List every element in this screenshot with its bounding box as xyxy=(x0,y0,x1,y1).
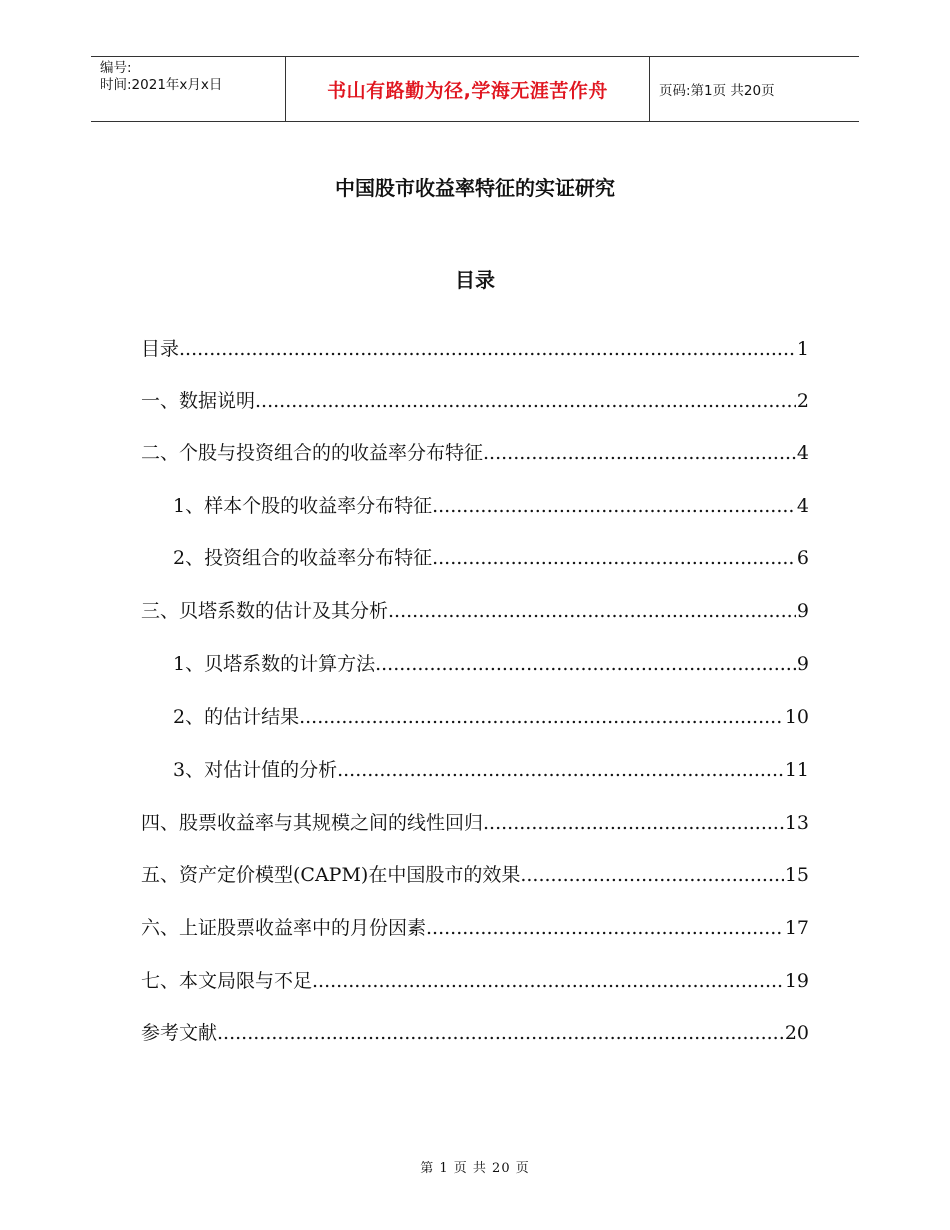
toc-leader xyxy=(375,652,796,676)
toc-entry-text: 二、个股与投资组合的的收益率分布特征 xyxy=(141,442,484,464)
toc-entry[interactable] xyxy=(141,811,809,835)
toc-entry-text: 1、贝塔系数的计算方法 xyxy=(173,653,376,675)
toc-entry-text: 六、上证股票收益率中的月份因素 xyxy=(141,917,427,939)
toc-entry[interactable] xyxy=(173,758,809,782)
toc-entry[interactable] xyxy=(141,599,809,623)
toc-leader xyxy=(426,916,784,940)
toc-entry-text: 1、样本个股的收益率分布特征 xyxy=(173,495,433,517)
toc-entry-page: 11 xyxy=(784,759,809,781)
header-time-label: 时间:2021年x月x日 xyxy=(100,77,223,93)
toc-entry[interactable] xyxy=(141,863,809,887)
toc-entry[interactable] xyxy=(141,389,809,413)
toc-entry-text: 3、对估计值的分析 xyxy=(173,759,338,781)
toc-entry[interactable] xyxy=(173,652,809,676)
toc-entry[interactable] xyxy=(141,337,809,361)
header-meta xyxy=(91,57,285,121)
toc-entry-text: 五、资产定价模型(CAPM)在中国股市的效果 xyxy=(141,864,521,886)
toc-entry-page: 15 xyxy=(784,864,809,886)
toc-entry-page: 17 xyxy=(784,917,809,939)
toc-entry-page: 6 xyxy=(796,547,809,569)
header-page-label: 页码:第1页 共20页 xyxy=(659,83,775,99)
toc-leader xyxy=(312,969,784,993)
toc-entry-page: 9 xyxy=(796,653,809,675)
toc-entry-page: 19 xyxy=(784,970,809,992)
toc-heading: 目录 xyxy=(455,268,495,292)
toc-leader xyxy=(483,811,784,835)
toc-entry-text: 参考文献 xyxy=(141,1022,218,1044)
toc-leader xyxy=(299,705,784,729)
toc-leader xyxy=(255,389,796,413)
toc-entry-page: 4 xyxy=(796,442,809,464)
document-title: 中国股市收益率特征的实证研究 xyxy=(335,176,615,200)
toc-entry-text: 目录 xyxy=(141,338,180,360)
header-number-label: 编号: xyxy=(100,60,132,76)
toc-leader xyxy=(432,546,796,570)
toc-entry-page: 20 xyxy=(784,1022,809,1044)
toc-entry-page: 4 xyxy=(796,495,809,517)
toc-entry[interactable] xyxy=(173,705,809,729)
toc-leader xyxy=(217,1021,784,1045)
page-header xyxy=(91,56,859,122)
toc-entry[interactable] xyxy=(141,1021,809,1045)
toc-leader xyxy=(483,441,796,465)
toc-entry-page: 10 xyxy=(784,706,809,728)
toc-leader xyxy=(520,863,783,887)
toc-entry-text: 2、投资组合的收益率分布特征 xyxy=(173,547,433,569)
toc-entry-page: 13 xyxy=(784,812,809,834)
toc-entry-text: 2、的估计结果 xyxy=(173,706,300,728)
toc-entry-page: 2 xyxy=(796,390,809,412)
toc-entry[interactable] xyxy=(173,546,809,570)
toc-entry-text: 四、股票收益率与其规模之间的线性回归 xyxy=(141,812,484,834)
toc-entry-page: 9 xyxy=(796,600,809,622)
toc-leader xyxy=(337,758,784,782)
toc-entry-text: 七、本文局限与不足 xyxy=(141,970,313,992)
toc-entry[interactable] xyxy=(141,441,809,465)
header-motto: 书山有路勤为径,学海无涯苦作舟 xyxy=(327,79,608,102)
toc-entry[interactable] xyxy=(173,494,809,518)
toc-entry-text: 三、贝塔系数的估计及其分析 xyxy=(141,600,389,622)
toc-leader xyxy=(432,494,796,518)
toc-leader xyxy=(388,599,796,623)
toc-leader xyxy=(179,337,796,361)
toc-entry[interactable] xyxy=(141,969,809,993)
toc-entry[interactable] xyxy=(141,916,809,940)
toc-entry-page: 1 xyxy=(796,338,809,360)
page-footer: 第 1 页 共 20 页 xyxy=(420,1161,530,1176)
toc-entry-text: 一、数据说明 xyxy=(141,390,256,412)
